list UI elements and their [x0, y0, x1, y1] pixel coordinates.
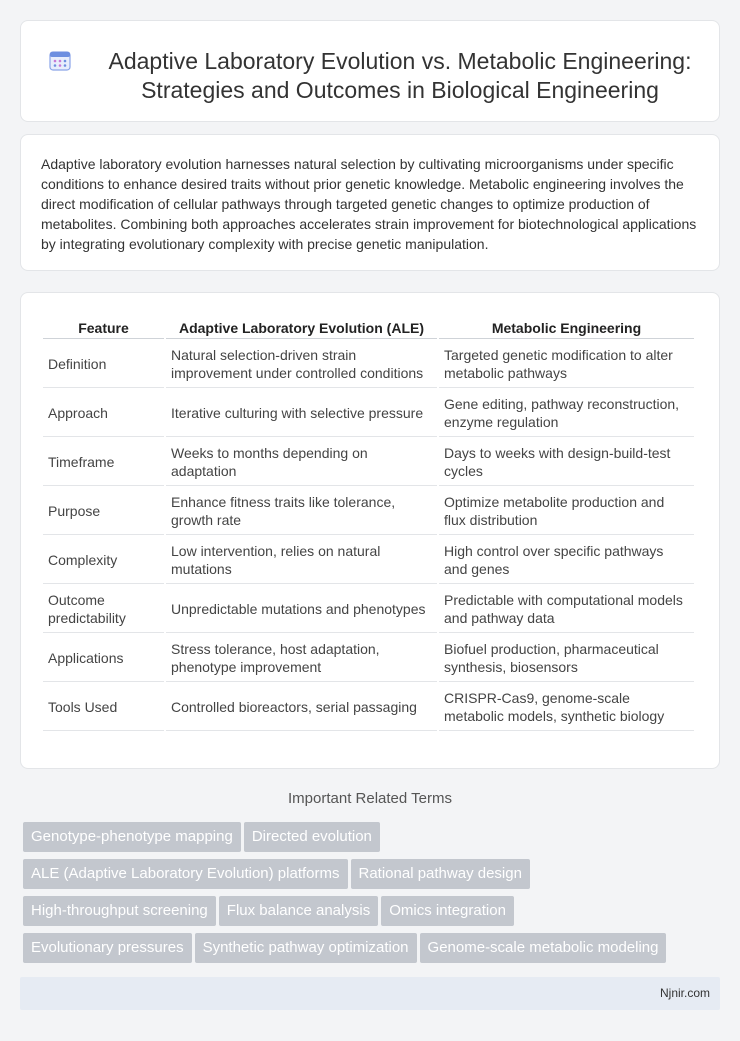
table-row: [43, 488, 694, 535]
related-terms-title: Important Related Terms: [288, 790, 452, 807]
comparison-table-card: [20, 292, 720, 769]
footer: [20, 977, 720, 1010]
me-cell: Predictable with computational models and pathway data: [439, 586, 694, 633]
feature-cell: Complexity: [43, 537, 164, 584]
table-row: [43, 439, 694, 486]
related-term-tag[interactable]: Directed evolution: [244, 822, 380, 852]
column-header-feature: Feature: [43, 317, 164, 339]
related-term-tag[interactable]: Flux balance analysis: [219, 896, 378, 926]
ale-cell: Unpredictable mutations and phenotypes: [166, 586, 437, 633]
related-terms-list: [23, 822, 723, 970]
intro-text: Adaptive laboratory evolution harnesses natural selection by cultivating microorganisms under specific conditions to enhance desired traits without prior genetic knowledge. Metabolic engineering involves the direct modification of cellular pathways through targeted genetic changes to optimize production of metabolites. Combining both approaches accelerates strain improvement for biotechnological applications by integrating evolutionary complexity with precise genetic manipulation.: [41, 156, 697, 252]
table-row: [43, 537, 694, 584]
ale-cell: Low intervention, relies on natural mutations: [166, 537, 437, 584]
ale-cell: Stress tolerance, host adaptation, phenotype improvement: [166, 635, 437, 682]
feature-cell: Applications: [43, 635, 164, 682]
me-cell: CRISPR-Cas9, genome-scale metabolic models, synthetic biology: [439, 684, 694, 731]
table-row: [43, 390, 694, 437]
related-term-tag[interactable]: Synthetic pathway optimization: [195, 933, 417, 963]
related-term-tag[interactable]: Evolutionary pressures: [23, 933, 192, 963]
feature-cell: Tools Used: [43, 684, 164, 731]
table-row: [43, 341, 694, 388]
ale-cell: Controlled bioreactors, serial passaging: [166, 684, 437, 731]
feature-cell: Timeframe: [43, 439, 164, 486]
related-term-tag[interactable]: Genotype-phenotype mapping: [23, 822, 241, 852]
me-cell: Gene editing, pathway reconstruction, enzyme regulation: [439, 390, 694, 437]
related-term-tag[interactable]: ALE (Adaptive Laboratory Evolution) platforms: [23, 859, 348, 889]
comparison-table: [41, 315, 696, 733]
related-term-tag[interactable]: High-throughput screening: [23, 896, 216, 926]
feature-cell: Outcome predictability: [43, 586, 164, 633]
feature-cell: Purpose: [43, 488, 164, 535]
page-title: Adaptive Laboratory Evolution vs. Metabolic Engineering: Strategies and Outcomes in Biological Engineering: [108, 48, 692, 103]
table-row: [43, 635, 694, 682]
me-cell: Optimize metabolite production and flux distribution: [439, 488, 694, 535]
feature-cell: Definition: [43, 341, 164, 388]
me-cell: Biofuel production, pharmaceutical synthesis, biosensors: [439, 635, 694, 682]
feature-cell: Approach: [43, 390, 164, 437]
ale-cell: Enhance fitness traits like tolerance, growth rate: [166, 488, 437, 535]
calendar-grid-icon: [49, 49, 71, 71]
ale-cell: Weeks to months depending on adaptation: [166, 439, 437, 486]
related-term-tag[interactable]: Genome-scale metabolic modeling: [420, 933, 667, 963]
related-term-tag[interactable]: Omics integration: [381, 896, 514, 926]
table-row: [43, 684, 694, 731]
me-cell: High control over specific pathways and genes: [439, 537, 694, 584]
related-term-tag[interactable]: Rational pathway design: [351, 859, 530, 889]
ale-cell: Natural selection-driven strain improvement under controlled conditions: [166, 341, 437, 388]
ale-cell: Iterative culturing with selective pressure: [166, 390, 437, 437]
column-header-ale: Adaptive Laboratory Evolution (ALE): [166, 317, 437, 339]
table-row: [43, 586, 694, 633]
column-header-metabolic-engineering: Metabolic Engineering: [439, 317, 694, 339]
me-cell: Targeted genetic modification to alter metabolic pathways: [439, 341, 694, 388]
intro-card: [20, 134, 720, 271]
header-card: [20, 20, 720, 122]
table-header-row: [43, 317, 694, 339]
me-cell: Days to weeks with design-build-test cycles: [439, 439, 694, 486]
footer-site-link[interactable]: Njnir.com: [659, 986, 710, 1000]
